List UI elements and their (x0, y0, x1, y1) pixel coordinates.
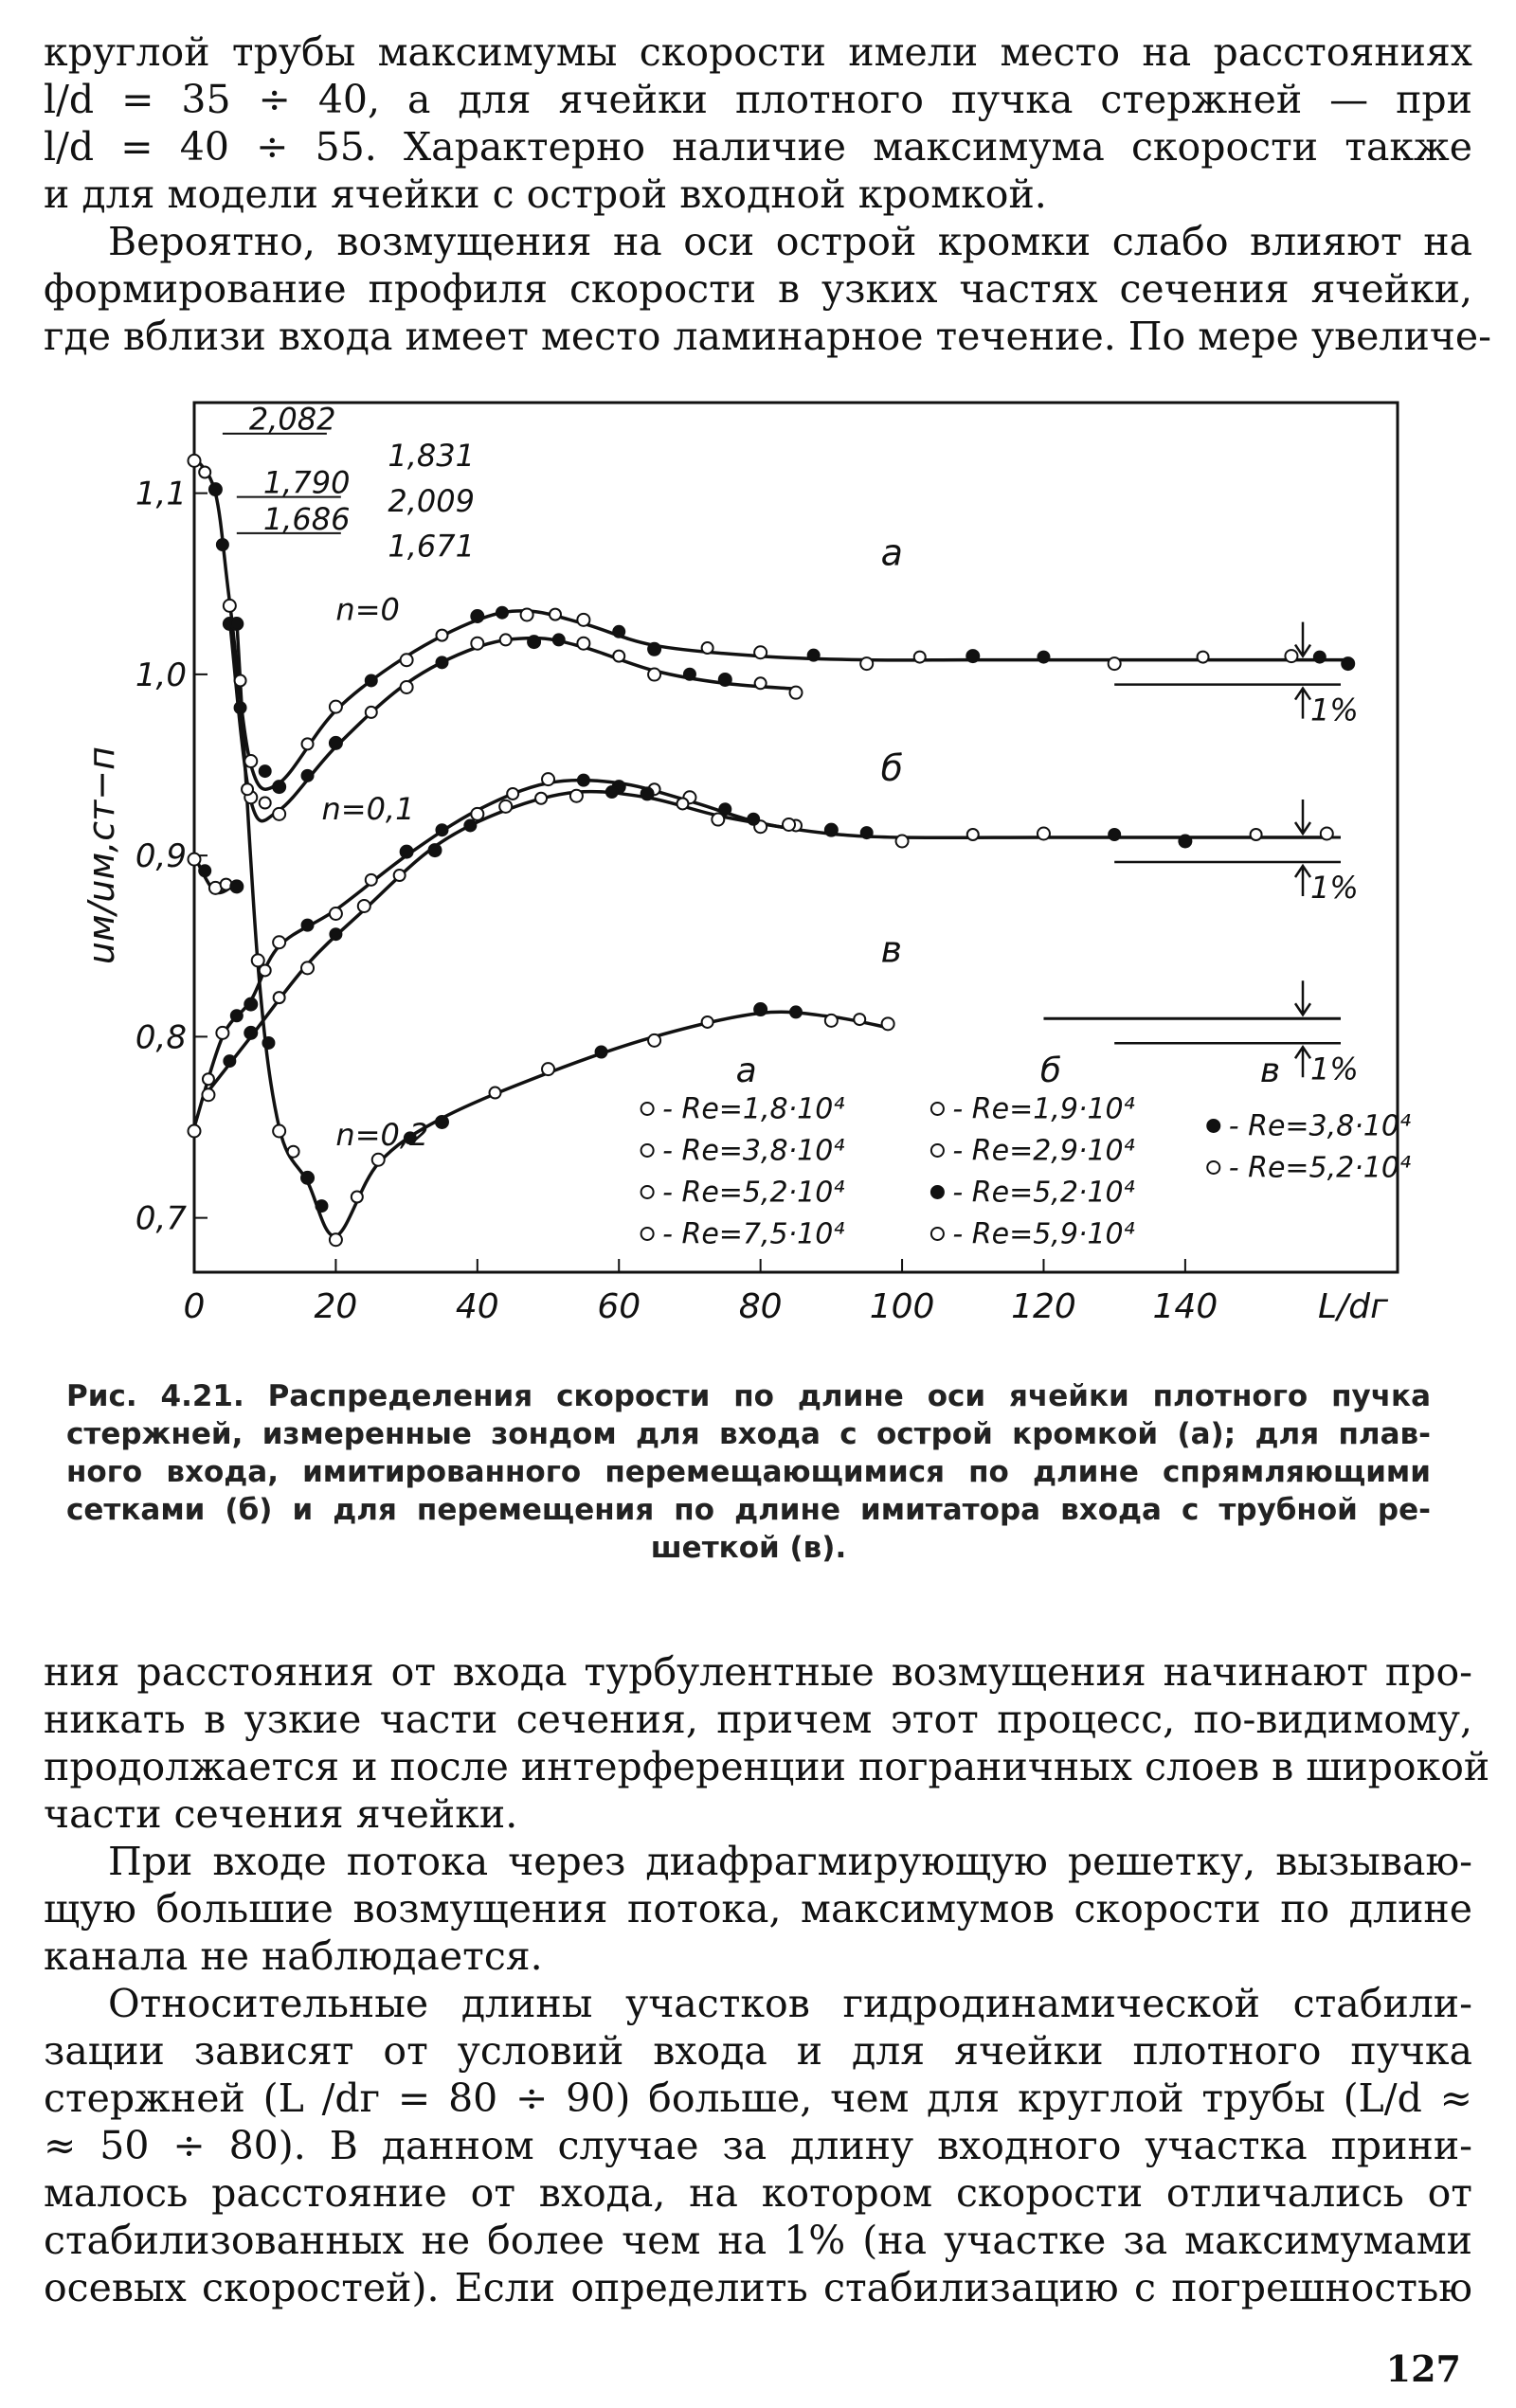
tolerance-arrow-down (1295, 622, 1310, 656)
x-tick-label: 0 (183, 1287, 206, 1326)
data-point (1109, 657, 1121, 670)
data-point (372, 1154, 385, 1166)
text-line: При входе потока через диафрагмирующую решетку, вызываю- (108, 1839, 1472, 1884)
start-value-label: 2,082 (248, 401, 336, 438)
data-point (790, 687, 803, 699)
legend-marker (931, 1144, 944, 1157)
data-point (199, 467, 210, 478)
data-point (244, 755, 257, 767)
x-tick-label: 60 (597, 1287, 641, 1326)
data-point (783, 818, 795, 831)
data-point (244, 998, 257, 1011)
legend-marker (641, 1228, 654, 1240)
data-point (648, 1034, 660, 1047)
data-point (542, 1063, 554, 1075)
legend-entry: - Re=7,5·10⁴ (662, 1217, 845, 1251)
tolerance-label: 1% (1310, 692, 1359, 728)
legend-title: в (1259, 1051, 1281, 1091)
data-point (528, 636, 540, 648)
data-point (330, 1233, 342, 1246)
velocity-chart (81, 393, 1421, 1350)
text-line: Вероятно, возмущения на оси острой кромки слабо влияют на (108, 219, 1472, 264)
data-point (471, 610, 483, 622)
y-tick-label: 0,9 (135, 837, 187, 876)
data-point (217, 539, 228, 550)
data-point (825, 824, 838, 836)
start-value-label: 1,686 (262, 500, 351, 537)
data-point (401, 846, 413, 858)
data-point (260, 765, 271, 777)
data-point (235, 674, 246, 686)
tolerance-arrow-up (1295, 1047, 1310, 1077)
y-tick-label: 0,7 (135, 1199, 187, 1238)
data-point (242, 783, 253, 795)
data-point (288, 1146, 299, 1158)
y-tick-label: 1,0 (135, 656, 187, 694)
data-point (719, 674, 731, 686)
data-point (577, 638, 589, 650)
legend-marker (931, 1186, 944, 1198)
data-point (235, 702, 246, 713)
data-point (535, 793, 547, 804)
tolerance-arrow-down (1295, 800, 1310, 834)
data-point (401, 654, 413, 666)
legend-marker (641, 1103, 654, 1115)
data-point (677, 798, 688, 809)
data-point (358, 900, 370, 912)
data-point (231, 1010, 243, 1021)
data-point (436, 1116, 448, 1128)
data-point (352, 1192, 363, 1203)
legend-title: а (735, 1051, 757, 1091)
data-point (1314, 652, 1326, 663)
data-point (366, 674, 377, 686)
data-point (436, 824, 447, 836)
data-point (216, 1027, 228, 1039)
caption-line: стержней, измеренные зондом для входа с острой кромкой (а); для плав- (66, 1417, 1431, 1451)
legend-marker (1207, 1120, 1219, 1132)
data-point (882, 1017, 894, 1030)
data-point (896, 836, 909, 848)
data-point (748, 814, 759, 825)
data-point (1285, 650, 1297, 662)
data-point (302, 920, 314, 931)
x-axis-label: L/dг (1318, 1287, 1388, 1326)
data-point (570, 790, 583, 802)
data-point (499, 800, 512, 813)
data-point (596, 1047, 607, 1058)
data-point (199, 865, 210, 876)
data-point (648, 669, 660, 681)
data-point (260, 798, 271, 809)
data-point (394, 870, 406, 881)
legend-entry: - Re=3,8·10⁴ (662, 1134, 845, 1168)
data-point (189, 455, 201, 467)
data-point (330, 701, 342, 713)
data-point (224, 600, 236, 612)
text-line: продолжается и после интерференции пограничных слоев в широкой (44, 1744, 1490, 1789)
data-point (274, 992, 285, 1003)
text-line: никать в узкие части сечения, причем этот процесс, по-видимому, (44, 1697, 1472, 1742)
data-point (262, 1037, 274, 1049)
panel-label: б (880, 747, 904, 789)
text-line: части сечения ячейки. (44, 1791, 518, 1837)
text-line: щую большие возмущения потока, максимумов скорости по длине (44, 1886, 1472, 1932)
data-point (702, 1016, 713, 1028)
text-line: малось расстояние от входа, на котором скорости отличались от (44, 2170, 1472, 2216)
series-curve (208, 792, 789, 1091)
legend-marker (641, 1186, 654, 1198)
legend-marker (1207, 1161, 1219, 1174)
data-point (702, 642, 713, 654)
text-line: круглой трубы максимумы скорости имели место на расстояниях (44, 29, 1472, 75)
text-line: Относительные длины участков гидродинамической стабили- (108, 1981, 1472, 2026)
data-point (273, 936, 285, 948)
data-point (613, 651, 624, 662)
data-point (641, 787, 654, 800)
data-point (230, 618, 243, 630)
data-point (302, 738, 314, 749)
data-point (854, 1014, 865, 1025)
legend-entry: - Re=5,2·10⁴ (1228, 1151, 1412, 1185)
legend-title: б (1039, 1051, 1062, 1091)
data-point (860, 657, 873, 670)
data-point (209, 483, 222, 495)
text-line: ≈ 50 ÷ 80). В данном случае за длину входного участка прини- (44, 2123, 1472, 2168)
data-point (224, 1055, 235, 1067)
data-point (1109, 829, 1120, 840)
data-point (252, 954, 264, 966)
page-number: 127 (1385, 2347, 1461, 2390)
paragraph-1 (44, 28, 1472, 218)
data-point (790, 1006, 802, 1017)
y-axis-label: uм/uм,ст−п (81, 746, 122, 965)
data-point (330, 907, 342, 920)
data-point (825, 1015, 838, 1027)
y-tick-label: 1,1 (135, 475, 187, 513)
caption-line: Рис. 4.21. Распределения скорости по длине оси ячейки плотного пучка (66, 1379, 1431, 1413)
data-point (712, 814, 724, 826)
data-point (1198, 652, 1209, 663)
data-point (578, 775, 589, 786)
data-point (464, 819, 476, 831)
data-point (301, 961, 314, 974)
n-label: n=0,2 (335, 1117, 429, 1154)
data-point (577, 614, 589, 626)
data-point (1038, 828, 1050, 840)
caption-line: шеткой (в). (650, 1531, 847, 1565)
legend-entry: - Re=5,2·10⁴ (952, 1176, 1135, 1210)
data-point (1342, 657, 1354, 670)
data-point (230, 880, 243, 892)
x-tick-label: 40 (455, 1287, 499, 1326)
data-point (1038, 652, 1049, 663)
data-point (202, 1088, 214, 1101)
figure-caption (66, 1377, 1431, 1567)
data-point (273, 1125, 285, 1138)
data-point (914, 652, 926, 663)
data-point (507, 788, 518, 800)
data-point (648, 643, 660, 656)
text-line: ния расстояния от входа турбулентные возмущения начинают про- (44, 1649, 1472, 1695)
data-point (550, 609, 561, 620)
legend-entry: - Re=5,9·10⁴ (952, 1217, 1135, 1251)
paragraph-3 (44, 1648, 1490, 1838)
data-point (429, 844, 442, 856)
data-point (330, 737, 342, 749)
data-point (401, 681, 413, 693)
data-point (1179, 836, 1191, 848)
panel-label: в (880, 928, 903, 971)
data-point (684, 669, 695, 680)
data-point (203, 1073, 214, 1085)
data-point (302, 770, 314, 782)
text-line: стабилизованных не более чем на 1% (на участке за максимумами (44, 2218, 1472, 2263)
text-line: и для модели ячейки с острой входной кромкой. (44, 171, 1047, 217)
data-point (606, 786, 618, 798)
text-line: зации зависят от условий входа и для ячейки плотного пучка (44, 2028, 1472, 2074)
data-point (244, 1027, 257, 1039)
data-point (366, 874, 377, 886)
data-point (754, 1003, 767, 1015)
text-line: формирование профиля скорости в узких частях сечения ячейки, (44, 266, 1472, 312)
data-point (1321, 828, 1333, 840)
legend-marker (931, 1103, 944, 1115)
x-tick-label: 80 (738, 1287, 783, 1326)
tolerance-arrow-down (1295, 980, 1310, 1015)
data-point (521, 608, 533, 620)
data-point (490, 1087, 501, 1099)
paragraph-5 (44, 1980, 1472, 2311)
n-label: n=0,1 (321, 790, 415, 827)
data-point (755, 677, 767, 689)
start-value-label: 1,831 (388, 437, 475, 474)
data-point (471, 808, 483, 820)
text-line: l/d = 40 ÷ 55. Характерно наличие максимума скорости также (44, 124, 1472, 170)
legend-marker (641, 1144, 654, 1157)
text-line: стержней (L /dг = 80 ÷ 90) больше, чем для круглой трубы (L/d ≈ (44, 2076, 1472, 2121)
data-point (967, 829, 979, 840)
legend-entry: - Re=5,2·10⁴ (662, 1176, 845, 1210)
tolerance-label: 1% (1310, 870, 1359, 906)
data-point (301, 1172, 314, 1184)
text-line: канала не наблюдается. (44, 1933, 543, 1979)
data-point (808, 650, 820, 661)
data-point (500, 634, 512, 645)
data-point (496, 607, 508, 619)
start-value-label: 1,790 (262, 464, 351, 501)
data-point (436, 656, 447, 668)
data-point (330, 928, 341, 940)
data-point (754, 646, 767, 658)
data-point (366, 707, 377, 718)
caption-line: сетками (б) и для перемещения по длине имитатора входа с трубной ре- (66, 1493, 1431, 1527)
x-tick-label: 20 (314, 1287, 358, 1326)
y-tick-label: 0,8 (135, 1018, 187, 1057)
tolerance-label: 1% (1310, 1051, 1359, 1087)
n-label: n=0 (335, 591, 400, 628)
tolerance-arrow-up (1295, 866, 1310, 896)
data-point (316, 1200, 327, 1212)
data-point (436, 630, 447, 641)
data-point (861, 827, 873, 838)
data-point (273, 808, 285, 820)
legend-entry: - Re=3,8·10⁴ (1228, 1109, 1412, 1143)
panel-label: а (880, 531, 903, 574)
data-point (471, 638, 483, 650)
start-value-label: 1,671 (388, 528, 475, 565)
x-tick-label: 120 (1011, 1287, 1076, 1326)
x-tick-label: 100 (869, 1287, 935, 1326)
data-point (1251, 829, 1262, 840)
data-point (966, 650, 979, 662)
data-point (189, 854, 201, 866)
legend-marker (931, 1228, 944, 1240)
data-point (189, 1125, 201, 1138)
data-point (273, 781, 285, 793)
text-line: l/d = 35 ÷ 40, а для ячейки плотного пучка стержней — при (44, 77, 1472, 122)
legend-entry: - Re=1,8·10⁴ (662, 1092, 845, 1126)
paragraph-4 (44, 1838, 1472, 1980)
text-line: осевых скоростей). Если определить стабилизацию с погрешностью (44, 2265, 1472, 2310)
caption-line: ного входа, имитированного перемещающимися по длине спрямляющими (66, 1455, 1431, 1489)
legend-entry: - Re=1,9·10⁴ (952, 1092, 1135, 1126)
text-line: где вблизи входа имеет место ламинарное течение. По мере увеличе- (44, 314, 1492, 359)
paragraph-2 (44, 218, 1492, 360)
data-point (613, 626, 624, 638)
legend-entry: - Re=2,9·10⁴ (952, 1134, 1135, 1168)
x-tick-label: 140 (1152, 1287, 1218, 1326)
data-point (542, 773, 554, 785)
start-value-label: 2,009 (388, 482, 475, 519)
tolerance-arrow-up (1295, 689, 1310, 719)
data-point (553, 634, 565, 645)
